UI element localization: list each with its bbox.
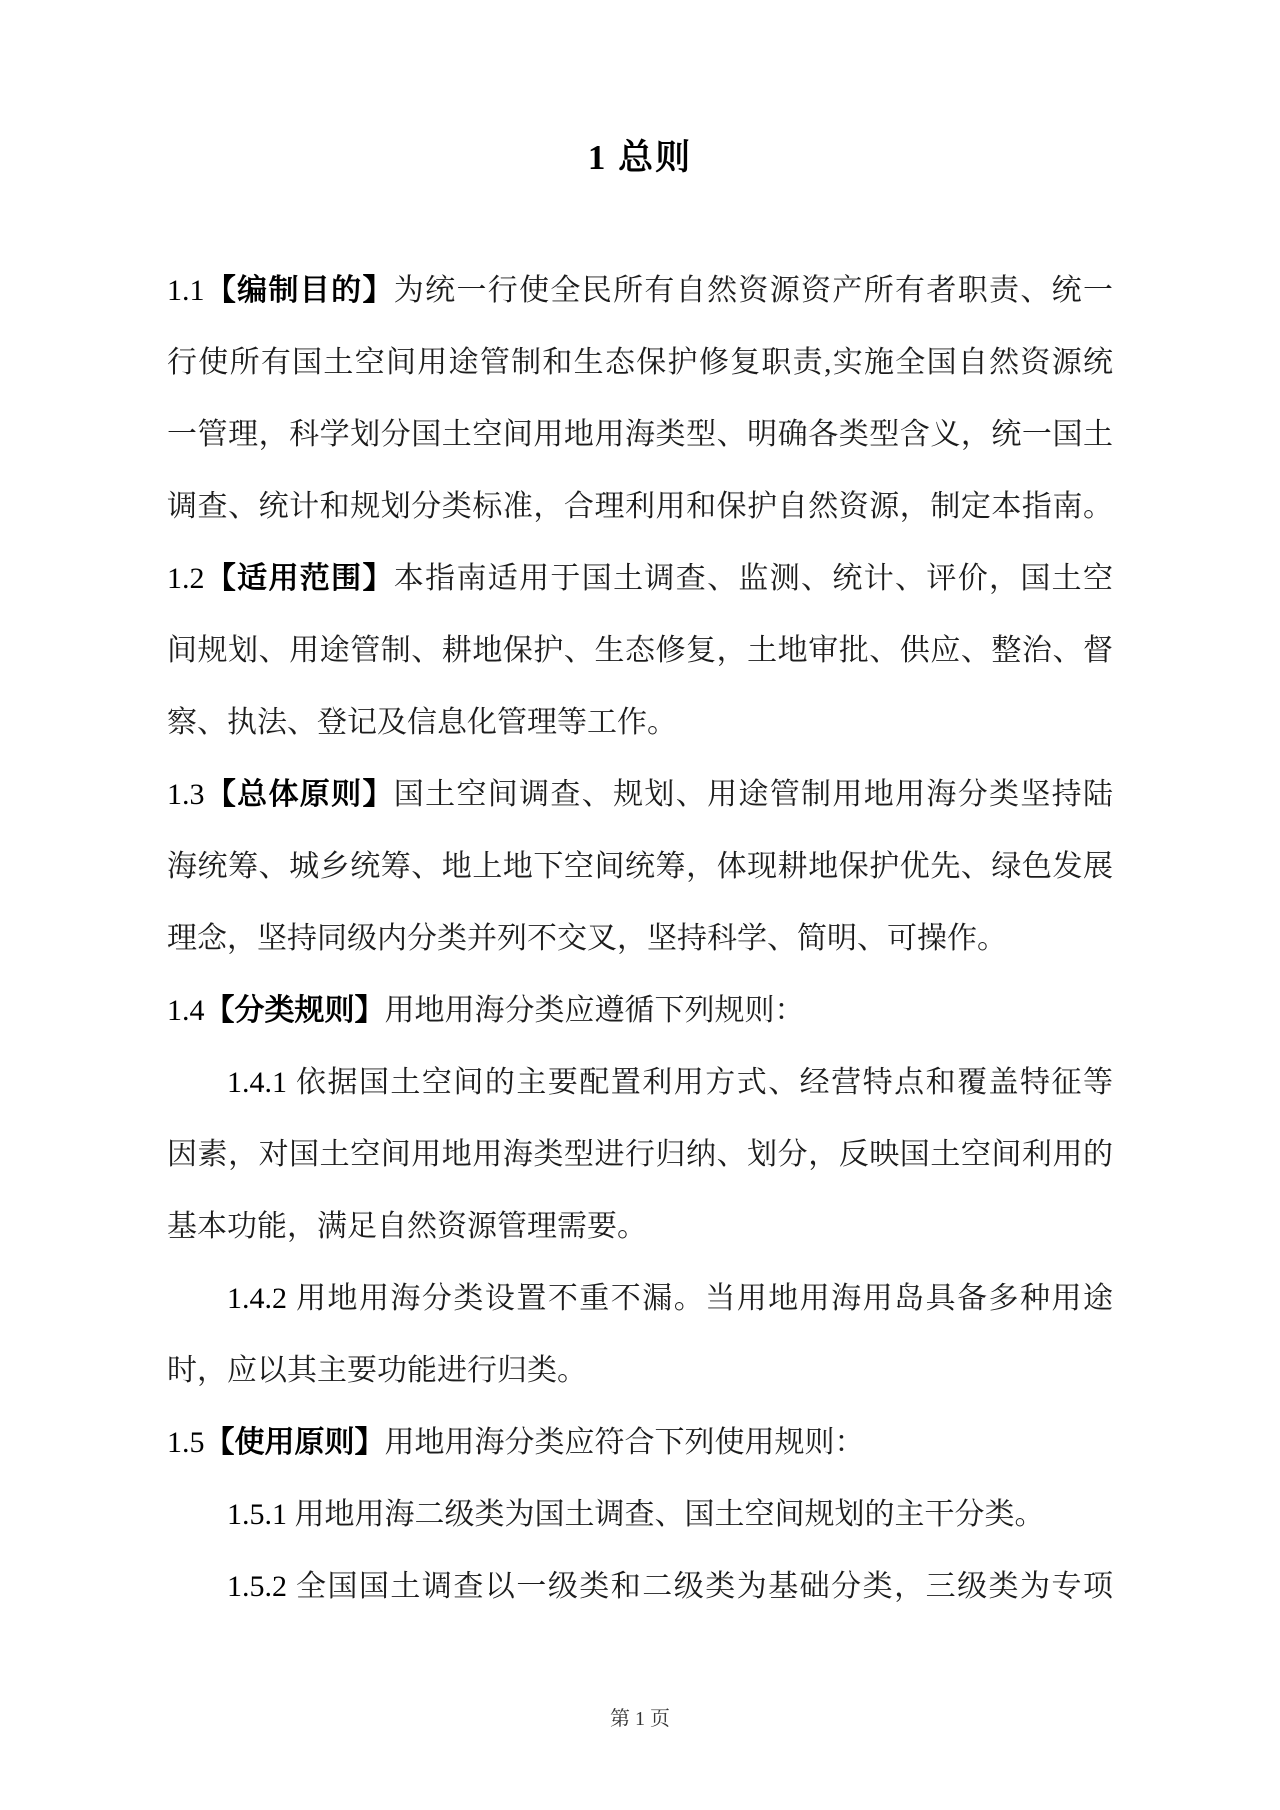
text-line [167, 1119, 1113, 1191]
section-heading: 【分类规则】 [204, 994, 385, 1027]
line-text: 用地用海分类设置不重不漏。当用地用海用岛具备多种用途 [295, 1282, 1114, 1315]
page-number: 第 1 页 [610, 1708, 670, 1730]
paragraph [167, 1479, 1113, 1551]
section-number: 1.1 [167, 274, 205, 307]
paragraph [167, 975, 1113, 1047]
line-text: 调查、统计和规划分类标准，合理利用和保护自然资源，制定本指南。 [167, 490, 1113, 523]
line-text: 理念，坚持同级内分类并列不交叉，坚持科学、简明、可操作。 [167, 922, 1007, 955]
section-number: 1.4 [167, 994, 205, 1027]
line-text: 间规划、用途管制、耕地保护、生态修复，土地审批、供应、整治、督 [167, 634, 1113, 667]
line-text: 为统一行使全民所有自然资源资产所有者职责、统一 [393, 274, 1114, 307]
section-heading: 【总体原则】 [204, 778, 394, 811]
text-line [167, 327, 1113, 399]
text-line [167, 543, 1113, 615]
text-line [167, 1191, 1113, 1263]
section-heading: 【适用范围】 [204, 562, 394, 595]
line-text: 因素，对国土空间用地用海类型进行归纳、划分，反映国土空间利用的 [167, 1138, 1113, 1171]
line-text: 海统筹、城乡统筹、地上地下空间统筹，体现耕地保护优先、绿色发展 [167, 850, 1113, 883]
text-line [167, 1335, 1113, 1407]
line-text: 用地用海分类应符合下列使用规则： [384, 1426, 865, 1459]
paragraph [167, 255, 1113, 543]
text-line [167, 903, 1113, 975]
line-text: 一管理，科学划分国土空间用地用海类型、明确各类型含义，统一国土 [167, 418, 1113, 451]
paragraph [167, 1263, 1113, 1407]
text-line [167, 759, 1113, 831]
section-heading: 【编制目的】 [204, 274, 394, 307]
text-line [167, 471, 1113, 543]
section-number: 1.5 [167, 1426, 205, 1459]
section-number: 1.5.2 [227, 1570, 287, 1603]
text-line [167, 399, 1113, 471]
text-line [167, 615, 1113, 687]
document-body [167, 255, 1113, 1623]
section-number: 1.2 [167, 562, 205, 595]
text-line [167, 1407, 1113, 1479]
text-line [167, 1551, 1113, 1623]
section-heading: 【使用原则】 [204, 1426, 385, 1459]
page-title: 1 总则 [587, 138, 693, 177]
paragraph [167, 543, 1113, 759]
line-text: 察、执法、登记及信息化管理等工作。 [167, 706, 677, 739]
line-text: 用地用海二级类为国土调查、国土空间规划的主干分类。 [294, 1498, 1045, 1531]
section-number: 1.5.1 [227, 1498, 287, 1531]
line-text: 全国国土调查以一级类和二级类为基础分类，三级类为专项 [295, 1570, 1114, 1603]
paragraph [167, 1551, 1113, 1623]
section-number: 1.4.2 [227, 1282, 287, 1315]
section-number: 1.4.1 [227, 1066, 287, 1099]
line-text: 基本功能，满足自然资源管理需要。 [167, 1210, 647, 1243]
text-line [167, 831, 1113, 903]
paragraph [167, 1407, 1113, 1479]
line-text: 时，应以其主要功能进行归类。 [167, 1354, 587, 1387]
line-text: 本指南适用于国土调查、监测、统计、评价，国土空 [393, 562, 1114, 595]
text-line [167, 1479, 1113, 1551]
text-line [167, 975, 1113, 1047]
paragraph [167, 1047, 1113, 1263]
line-text: 行使所有国土空间用途管制和生态保护修复职责,实施全国自然资源统 [167, 346, 1113, 379]
line-text: 用地用海分类应遵循下列规则： [384, 994, 805, 1027]
paragraph [167, 759, 1113, 975]
text-line [167, 687, 1113, 759]
text-line [167, 1047, 1113, 1119]
line-text: 国土空间调查、规划、用途管制用地用海分类坚持陆 [393, 778, 1114, 811]
page-footer [0, 1702, 1280, 1731]
text-line [167, 1263, 1113, 1335]
text-line [167, 255, 1113, 327]
line-text: 依据国土空间的主要配置利用方式、经营特点和覆盖特征等 [295, 1066, 1114, 1099]
section-number: 1.3 [167, 778, 205, 811]
